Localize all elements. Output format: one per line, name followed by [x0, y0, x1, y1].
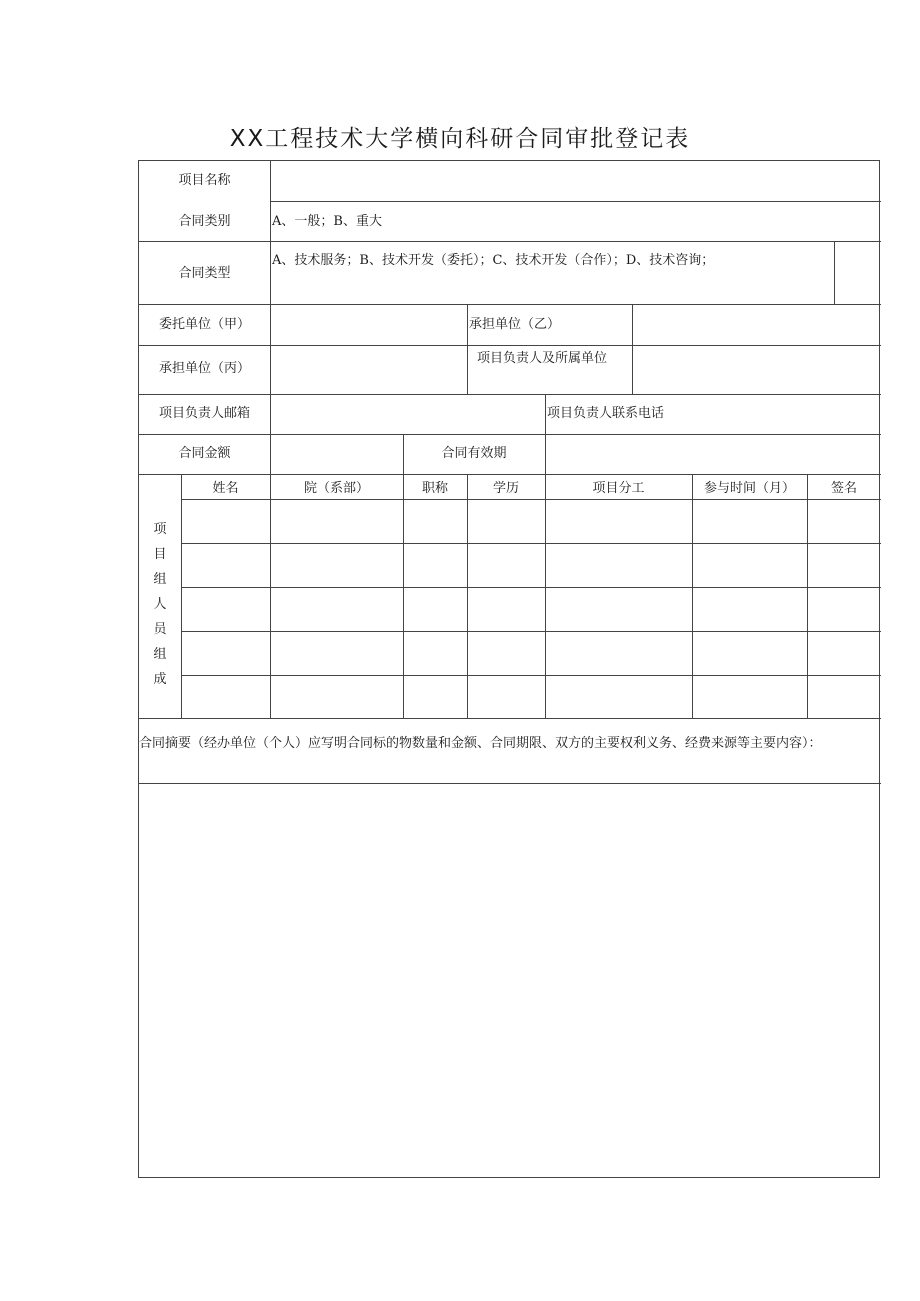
party-c-field[interactable] [271, 346, 466, 393]
col-divider [545, 474, 546, 718]
row-divider [181, 499, 881, 500]
col-header-role: 项目分工 [592, 481, 645, 496]
validity-field[interactable] [546, 435, 879, 473]
contract-category-options[interactable]: A、一般；B、重大 [272, 214, 382, 229]
col-header-title: 职称 [421, 481, 448, 496]
leader-unit-field[interactable] [633, 346, 879, 393]
row-divider [139, 241, 881, 242]
project-name-field[interactable] [271, 162, 879, 200]
party-c-label: 承担单位（丙） [158, 361, 250, 376]
project-name-label: 项目名称 [178, 173, 231, 188]
col-header-name: 姓名 [212, 481, 239, 496]
row-divider [139, 474, 881, 475]
row-divider [181, 631, 881, 632]
leader-phone-label: 项目负责人联系电话 [547, 406, 665, 421]
col-header-signature: 签名 [830, 481, 857, 496]
col-header-education: 学历 [492, 481, 519, 496]
contract-category-label: 合同类别 [178, 214, 231, 229]
col-divider [270, 474, 271, 718]
col-divider [467, 474, 468, 718]
amount-label: 合同金额 [178, 446, 231, 461]
col-divider [834, 241, 835, 304]
row-divider [139, 783, 881, 784]
leader-email-label: 项目负责人邮箱 [158, 406, 250, 421]
party-a-field[interactable] [271, 305, 466, 344]
row-divider [181, 587, 881, 588]
col-divider [467, 304, 468, 394]
summary-field[interactable] [140, 785, 879, 1175]
col-divider [181, 474, 182, 718]
team-label: 项目组人员组成 [153, 522, 167, 687]
contract-type-options[interactable]: A、技术服务；B、技术开发（委托）；C、技术开发（合作）；D、技术咨询； [272, 253, 715, 268]
amount-field[interactable] [271, 435, 402, 473]
col-header-department: 院（系部） [303, 481, 369, 496]
row-divider [181, 543, 881, 544]
contract-type-label: 合同类型 [178, 266, 231, 281]
row-divider [139, 718, 881, 719]
party-b-field[interactable] [633, 305, 879, 344]
contract-approval-form [138, 160, 880, 1178]
leader-unit-label: 项目负责人及所属单位 [477, 351, 608, 366]
row-divider [181, 675, 881, 676]
summary-label: 合同摘要（经办单位（个人）应写明合同标的物数量和金额、合同期限、双方的主要权利义务、经费来源等主要内容）： [139, 736, 822, 751]
party-a-label: 委托单位（甲） [158, 317, 250, 332]
form-title: XX工程技术大学横向科研合同审批登记表 [229, 126, 691, 152]
party-b-label: 承担单位（乙） [469, 317, 561, 332]
row-divider [270, 201, 881, 202]
col-header-months: 参与时间（月） [703, 481, 795, 496]
col-divider [403, 474, 404, 718]
col-divider [807, 474, 808, 718]
validity-label: 合同有效期 [441, 446, 507, 461]
leader-email-field[interactable] [271, 395, 544, 433]
col-divider [692, 474, 693, 718]
